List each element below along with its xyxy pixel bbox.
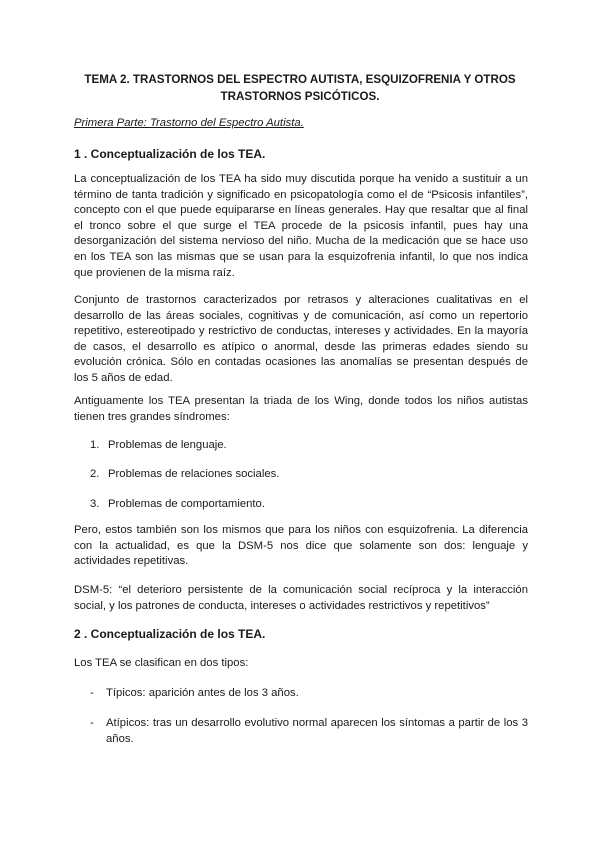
list-item-text: Problemas de comportamiento. bbox=[108, 498, 265, 510]
list-item-number: 1. bbox=[90, 439, 100, 451]
list-item bbox=[90, 716, 528, 747]
list-item bbox=[90, 438, 227, 454]
section-1-heading: 1 . Conceptualización de los TEA. bbox=[74, 147, 266, 161]
list-item-text: Problemas de lenguaje. bbox=[108, 439, 227, 451]
list-item-text: Problemas de relaciones sociales. bbox=[108, 468, 280, 480]
paragraph-definition: Conjunto de trastornos caracterizados por retrasos y alteraciones cualitativas en el desarrollo de las áreas sociales, cognitivas y de comunicación, así como un repertorio repetitivo, estereotipado y restrictivo de conductas, intereses y actividades. En la mayoría de casos, el desarrollo es atípico o anormal, desde las primeras edades siendo su evolución crónica. Sólo en contadas ocasiones las anomalías se presentan después de los 5 años de edad. bbox=[74, 294, 528, 384]
document-title: TEMA 2. TRASTORNOS DEL ESPECTRO AUTISTA, ESQUIZOFRENIA Y OTROS TRASTORNOS PSICÓTICOS. bbox=[84, 73, 516, 103]
paragraph-conceptualization: La conceptualización de los TEA ha sido muy discutida porque ha venido a sustituir a un término de tanta tradición y significado en psicopatología como el de “Psicosis infantiles”, concepto con el que puede equipararse en líneas generales. Hay que resaltar que al final el tronco sobre el que surge el TEA procede de la psicosis infantil, pues hay una desorganización del sistema nervioso del niño. Mucha de la medicación que se hace uso en los TEA son las mismas que se usan para la esquizofrenia infantil, lo que nos indica que provienen de la misma raíz. bbox=[74, 173, 528, 279]
list-item-number: 2. bbox=[90, 468, 100, 480]
paragraph-classification: Los TEA se clasifican en dos tipos: bbox=[74, 657, 249, 669]
part-title: Primera Parte: Trastorno del Espectro Autista. bbox=[74, 117, 304, 129]
list-item-number: 3. bbox=[90, 498, 100, 510]
list-item bbox=[90, 467, 279, 483]
paragraph-dsm5-difference: Pero, estos también son los mismos que para los niños con esquizofrenia. La diferencia con la actualidad, es que la DSM-5 nos dice que solamente son dos: lenguaje y actividades repetitivas. bbox=[74, 524, 528, 568]
list-item-dash: - bbox=[90, 717, 94, 729]
section-2-heading: 2 . Conceptualización de los TEA. bbox=[74, 627, 266, 641]
list-item-dash: - bbox=[90, 687, 94, 699]
paragraph-wing-triad: Antiguamente los TEA presentan la triada de los Wing, donde todos los niños autistas tienen tres grandes síndromes: bbox=[74, 395, 528, 423]
list-item-text: Típicos: aparición antes de los 3 años. bbox=[106, 687, 299, 699]
paragraph-dsm5-quote: DSM-5: “el deterioro persistente de la comunicación social recíproca y la interacción social, y los patrones de conducta, intereses o actividades restrictivos y repetitivos” bbox=[74, 584, 528, 612]
list-item-text: Atípicos: tras un desarrollo evolutivo normal aparecen los síntomas a partir de los 3 años. bbox=[106, 717, 528, 745]
list-item bbox=[90, 686, 528, 702]
list-item bbox=[90, 497, 265, 513]
